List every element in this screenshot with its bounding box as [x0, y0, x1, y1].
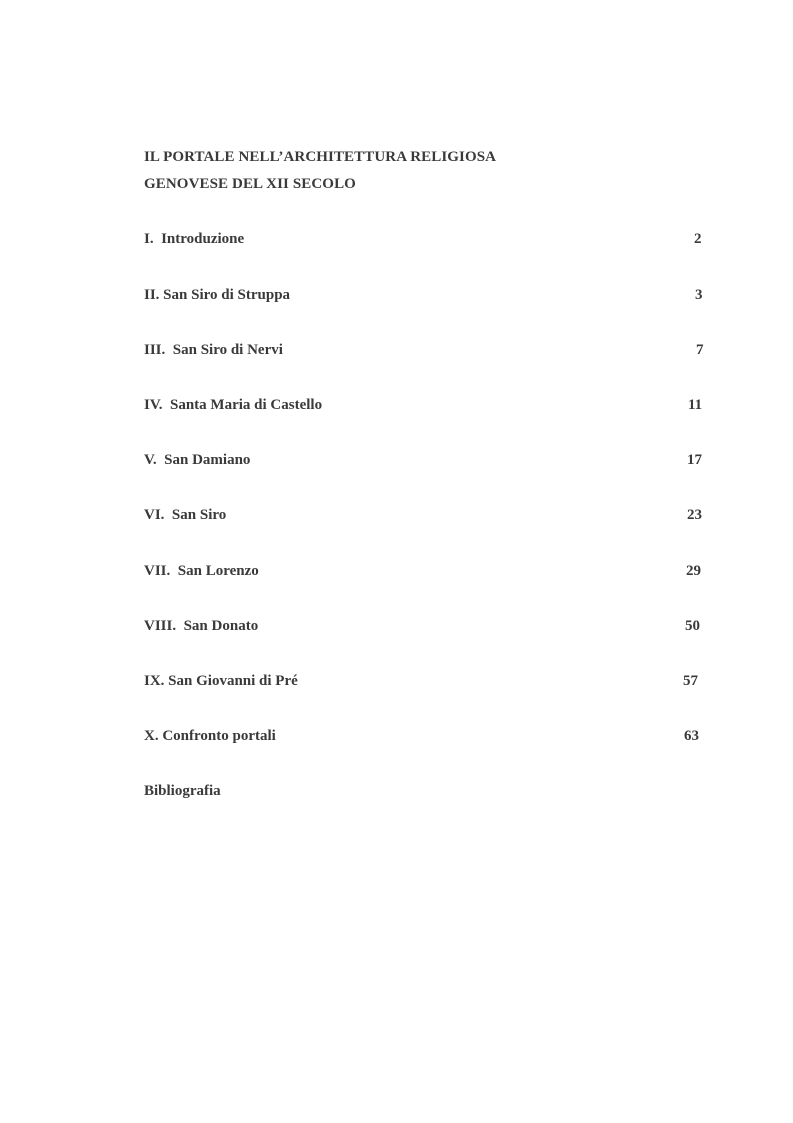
toc-entry[interactable]: [144, 673, 704, 693]
toc-entry[interactable]: [144, 507, 704, 527]
toc-entry[interactable]: [144, 397, 704, 417]
toc-entry-label: VI. San Siro: [144, 507, 227, 523]
toc-entry[interactable]: [144, 287, 704, 307]
toc-entry-page: 17: [687, 452, 702, 468]
toc-entry[interactable]: [144, 452, 704, 472]
toc-entry-label: VII. San Lorenzo: [144, 563, 259, 579]
toc-entry[interactable]: [144, 728, 704, 748]
toc-entry-label: VIII. San Donato: [144, 618, 259, 634]
toc-entry[interactable]: [144, 342, 704, 362]
toc-entry-label: V. San Damiano: [144, 452, 251, 468]
toc-entry-label: III. San Siro di Nervi: [144, 342, 283, 358]
toc-entry-page: 2: [694, 231, 702, 247]
toc-entry-label: II. San Siro di Struppa: [144, 287, 291, 303]
toc-entry-label: Bibliografia: [144, 783, 221, 799]
toc-entry-page: 7: [696, 342, 704, 358]
toc-entry[interactable]: [144, 618, 704, 638]
toc-entry[interactable]: [144, 783, 704, 803]
document-title-line-2: GENOVESE DEL XII SECOLO: [144, 176, 356, 192]
toc-entry-label: X. Confronto portali: [144, 728, 276, 744]
toc-entry-page: 11: [688, 397, 703, 413]
toc-entry[interactable]: [144, 563, 704, 583]
toc-entry-page: 29: [686, 563, 701, 579]
toc-entry-label: I. Introduzione: [144, 231, 245, 247]
document-title-line-1: IL PORTALE NELL’ARCHITETTURA RELIGIOSA: [144, 149, 497, 165]
toc-entry-page: 50: [685, 618, 700, 634]
toc-entry-label: IV. Santa Maria di Castello: [144, 397, 323, 413]
toc-entry-page: 57: [683, 673, 698, 689]
toc-entry-page: 3: [695, 287, 703, 303]
toc-entry-page: 63: [684, 728, 699, 744]
toc-entry-page: 23: [687, 507, 702, 523]
toc-entry[interactable]: [144, 231, 704, 251]
toc-entry-label: IX. San Giovanni di Pré: [144, 673, 298, 689]
